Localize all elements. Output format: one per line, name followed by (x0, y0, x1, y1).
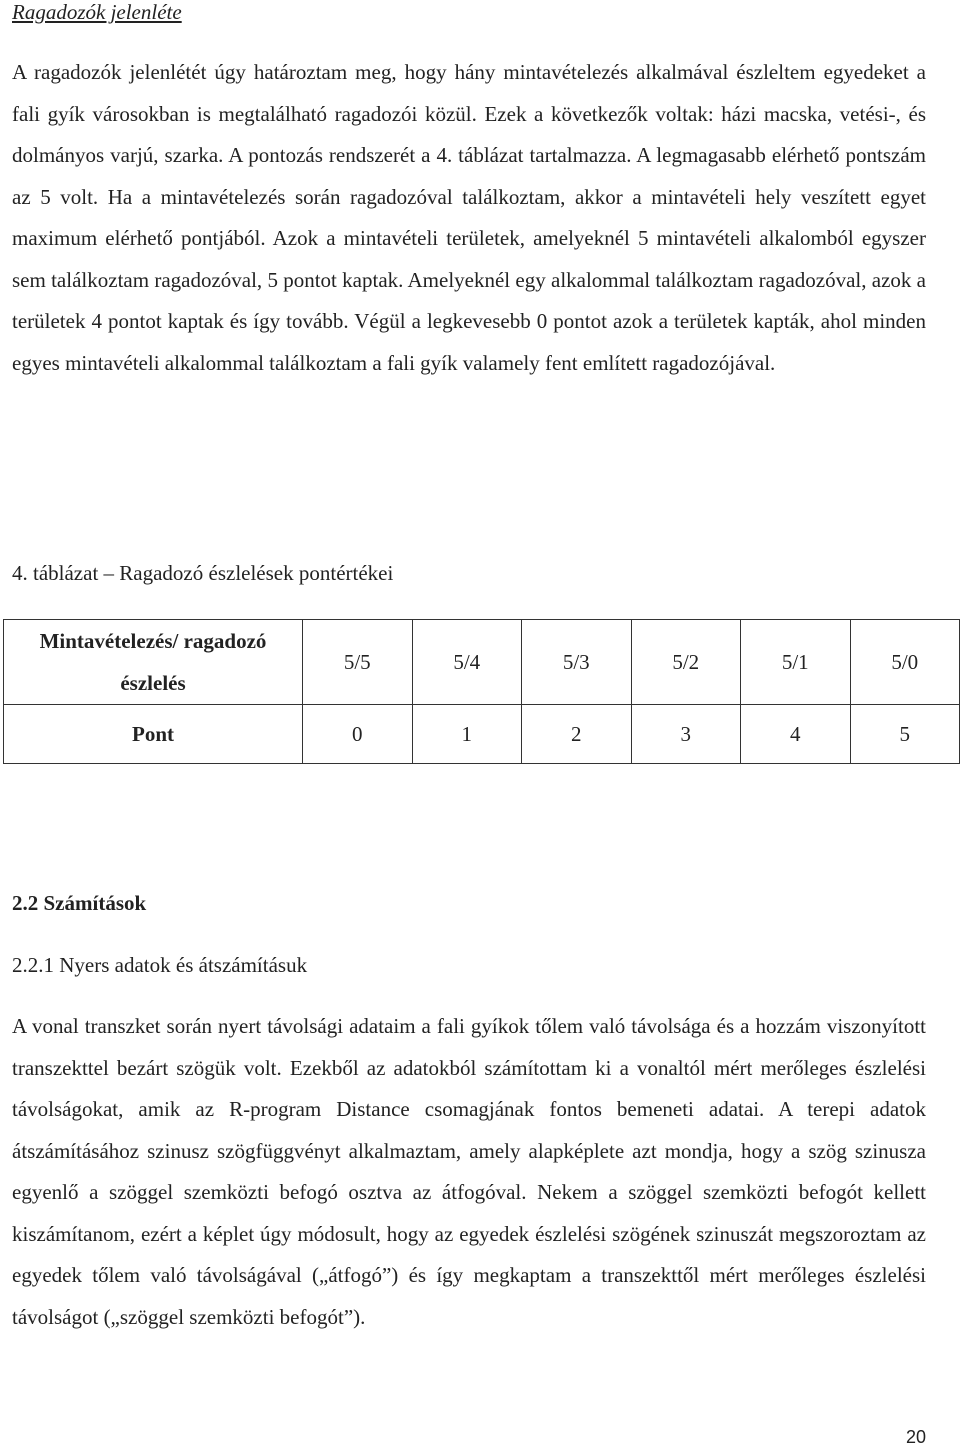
table-row-points (4, 705, 960, 764)
table-cell: 2 (522, 705, 632, 764)
table-row-sampling (4, 620, 960, 705)
paragraph-predators: A ragadozók jelenlétét úgy határoztam meg, hogy hány mintavételezés alkalmával észleltem egyedeket a fali gyík városokban is megtalálható ragadozói közül. Ezek a következők voltak: házi macska, vetési-, és dolmányos varjú, szarka. A pontozás rendszerét a 4. táblázat tartalmazza. A legmagasabb elérhető pontszám az 5 volt. Ha a mintavételezés során ragadozóval találkoztam, akkor a mintavételi hely veszített egyet maximum elérhető pontjából. Azok a mintavételi területek, amelyeknél 5 mintavételi alkalomból egyszer sem találkoztam ragadozóval, 5 pontot kaptak. Amelyeknél egy alkalommal találkoztam ragadozóval, azok a területek 4 pontot kaptak és így tovább. Végül a legkevesebb 0 pontot azok a területek kapták, ahol minden egyes mintavételi alkalommal találkoztam a fali gyík valamely fent említett ragadozójával. (12, 60, 926, 375)
table-caption: 4. táblázat – Ragadozó észlelések pontértékei (12, 561, 394, 585)
table-cell: 0 (303, 705, 413, 764)
table-cell: 3 (631, 705, 741, 764)
table-cell: 5/4 (412, 620, 522, 705)
score-table (3, 619, 960, 764)
row-header-line1: Mintavételezés/ ragadozó (39, 629, 267, 653)
paragraph-raw-data: A vonal transzket során nyert távolsági adataim a fali gyíkok tőlem való távolsága és a hozzám viszonyított transzekttel bezárt szögük volt. Ezekből az adatokból számítottam ki a vonaltól mért merőleges észlelési távolságokat, amik az R-program Distance csomagjának fontos bemeneti adatai. A terepi adatok átszámításához szinusz szögfüggvényt alkalmaztam, amely alapképlete azt mondja, hogy a szög szinusza egyenlő a szöggel szemközti befogó osztva az átfogóval. Nekem a szöggel szemközti befogót kellett kiszámítanom, ezért a képlet úgy módosult, hogy az egyedek észlelési szögének szinuszát megszoroztam az egyedek tőlem való távolságával („átfogó”) és így megkaptam a transzekttől mért merőleges észlelési távolságot („szöggel szemközti befogót”). (12, 1014, 926, 1329)
row-header-sampling (4, 620, 303, 705)
row-header-line2: észlelés (120, 671, 186, 695)
section-heading: Ragadozók jelenléte (12, 0, 182, 24)
table-cell: 5/5 (303, 620, 413, 705)
table-cell: 4 (741, 705, 851, 764)
table-cell: 1 (412, 705, 522, 764)
table-cell: 5/1 (741, 620, 851, 705)
subsubsection-title: 2.2.1 Nyers adatok és átszámításuk (12, 953, 308, 977)
page-number: 20 (905, 1427, 926, 1447)
table-cell: 5 (850, 705, 960, 764)
table-cell: 5/2 (631, 620, 741, 705)
table-cell: 5/0 (850, 620, 960, 705)
table-cell: 5/3 (522, 620, 632, 705)
row-header-points: Pont (4, 705, 303, 764)
subsection-title: 2.2 Számítások (12, 891, 147, 915)
